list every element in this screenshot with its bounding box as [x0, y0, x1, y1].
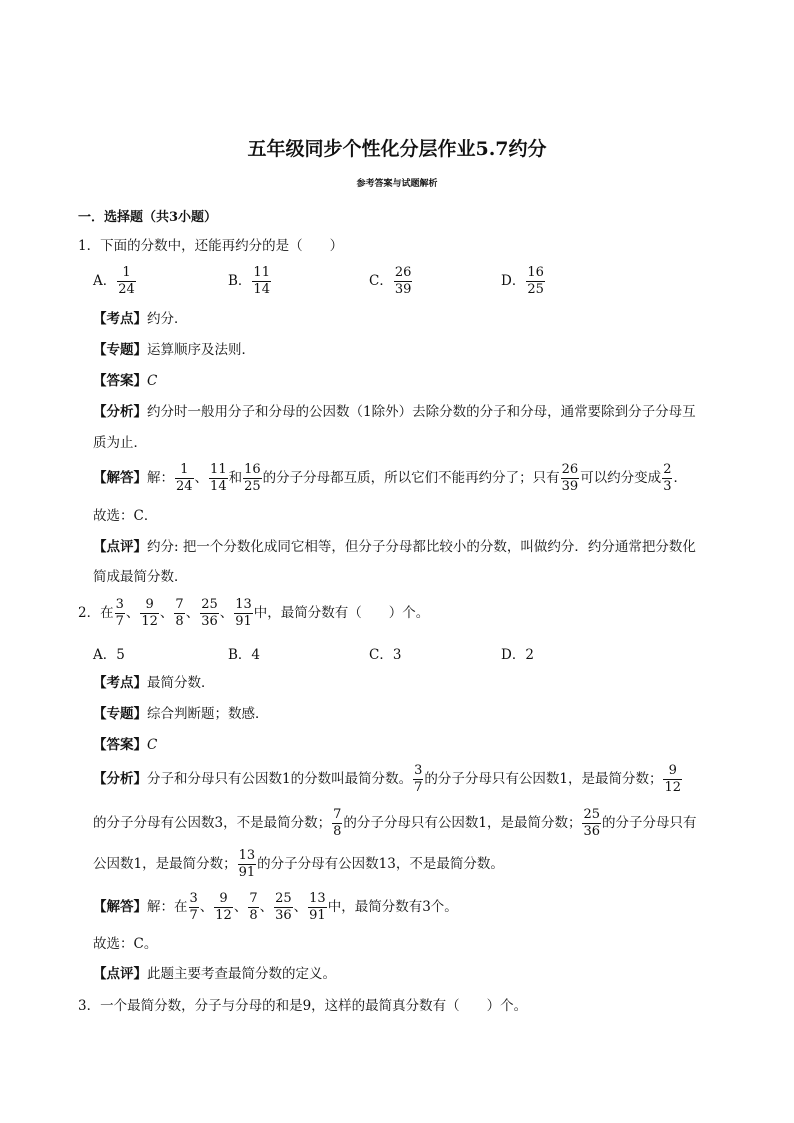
option-label: A．: [93, 273, 117, 289]
numerator: 11: [210, 462, 227, 477]
text: 的分子分母有公因数13，不是最简分数。: [257, 856, 504, 872]
fraction: [189, 891, 199, 924]
tag: 【点评】: [93, 539, 147, 555]
fraction: [238, 848, 257, 881]
fraction: [115, 597, 125, 630]
q2-option-a: A．5: [93, 647, 125, 663]
fraction: [117, 265, 136, 298]
fraction: [308, 891, 327, 924]
numerator: 13: [309, 891, 326, 906]
text: 可以约分变成: [580, 470, 662, 486]
text: 的分子分母只有: [602, 815, 697, 831]
section-heading: 一．选择题（共3小题）: [78, 210, 218, 225]
numerator: 26: [561, 462, 579, 477]
answer-value: C: [147, 737, 158, 753]
q1-option-d: [501, 265, 546, 298]
q1-jieda: [93, 462, 687, 495]
q1-guxuan: 故选：C．: [93, 508, 158, 524]
q2-guxuan: 故选：C。: [93, 936, 158, 952]
fraction: [248, 891, 258, 924]
page-title: 五年级同步个性化分层作业5.7约分: [247, 138, 547, 160]
numerator: 3: [414, 763, 423, 778]
option-label: D．: [501, 273, 526, 289]
denominator: 8: [249, 908, 258, 923]
fraction: [526, 265, 545, 298]
q1-option-b: [228, 265, 272, 298]
answer-value: C: [147, 373, 158, 389]
q2-fenxi-line3: [93, 848, 504, 881]
q2-zhuanti: [93, 704, 269, 724]
numerator: 2: [663, 462, 672, 477]
fraction: [252, 265, 271, 298]
numerator: 25: [201, 597, 218, 612]
tag: 【专题】: [93, 342, 147, 358]
text: 此题主要考查最简分数的定义。: [147, 966, 336, 982]
text: 运算顺序及法则．: [147, 342, 255, 358]
numerator: 1: [117, 265, 136, 282]
q2-kaodian: [93, 673, 215, 693]
q1-zhuanti: [93, 340, 255, 360]
fraction: [663, 763, 682, 796]
text: 的分子分母有公因数3，不是最简分数；: [93, 815, 332, 831]
text: 公因数1，是最简分数；: [93, 856, 237, 872]
text: 中，最简分数有（ ）个。: [253, 605, 430, 621]
q1-answer: [93, 371, 157, 391]
denominator: 14: [253, 282, 270, 297]
denominator: 36: [201, 614, 218, 629]
q2-option-d: D．2: [501, 647, 534, 663]
numerator: 13: [235, 597, 252, 612]
denominator: 7: [115, 614, 124, 629]
denominator: 12: [215, 908, 232, 923]
tag: 【解答】: [93, 470, 147, 486]
denominator: 39: [561, 479, 579, 494]
page-subtitle: 参考答案与试题解析: [356, 179, 438, 189]
denominator: 12: [141, 614, 158, 629]
denominator: 3: [663, 479, 672, 494]
text: 综合判断题；数感．: [147, 706, 269, 722]
text: 最简分数．: [147, 675, 215, 691]
tag: 【答案】: [93, 373, 147, 389]
tag: 【分析】: [93, 404, 147, 420]
option-label: C．: [369, 273, 393, 289]
text: ．: [673, 470, 687, 486]
denominator: 24: [118, 282, 135, 297]
denominator: 8: [333, 824, 342, 839]
q1-kaodian: [93, 309, 188, 329]
numerator: 25: [275, 891, 292, 906]
separator: 、: [293, 899, 308, 915]
text: 的分子分母只有公因数1，是最简分数；: [343, 815, 582, 831]
numerator: 11: [253, 265, 270, 280]
text: 中，最简分数有3个。: [327, 899, 458, 915]
q2-fenxi-line2: [93, 807, 697, 840]
fraction: [140, 597, 159, 630]
q1-option-a: [93, 265, 137, 298]
tag: 【专题】: [93, 706, 147, 722]
fraction: [332, 807, 342, 840]
fraction: [662, 462, 672, 495]
separator: 、: [259, 899, 274, 915]
numerator: 25: [583, 807, 601, 822]
tag: 【点评】: [93, 966, 147, 982]
text: 分子和分母只有公因数1的分数叫最简分数。: [147, 771, 413, 787]
denominator: 25: [244, 479, 261, 494]
text: 2．在: [78, 605, 114, 621]
fraction: [200, 597, 219, 630]
numerator: 9: [663, 763, 682, 780]
numerator: 13: [238, 848, 256, 863]
denominator: 12: [664, 780, 682, 795]
separator: 、: [194, 470, 209, 486]
tag: 【考点】: [93, 311, 147, 327]
separator: 、: [125, 605, 140, 621]
numerator: 7: [333, 807, 342, 822]
numerator: 7: [249, 891, 258, 906]
fraction: [413, 763, 423, 796]
numerator: 9: [140, 597, 159, 614]
fraction: [214, 891, 233, 924]
fraction: [175, 462, 194, 495]
numerator: 1: [175, 462, 194, 479]
fraction: [582, 807, 601, 840]
numerator: 9: [214, 891, 233, 908]
numerator: 16: [527, 265, 544, 280]
numerator: 3: [189, 891, 198, 906]
q1-stem: 1．下面的分数中，还能再约分的是（ ）: [78, 238, 344, 254]
denominator: 24: [176, 479, 193, 494]
tag: 【分析】: [93, 771, 147, 787]
denominator: 25: [527, 282, 544, 297]
text: 约分．: [147, 311, 188, 327]
text: 解：: [147, 470, 174, 486]
q1-option-c: [369, 265, 413, 298]
tag: 【解答】: [93, 899, 147, 915]
fraction: [209, 462, 228, 495]
text: 解：在: [147, 899, 188, 915]
text: 的分子分母都互质，所以它们不能再约分了；只有: [262, 470, 560, 486]
q1-dianping-line2: 简成最简分数．: [93, 569, 188, 585]
q3-stem: 3．一个最简分数，分子与分母的和是9，这样的最简真分数有（ ）个。: [78, 998, 528, 1014]
denominator: 91: [235, 614, 252, 629]
fraction: [274, 891, 293, 924]
text: 和: [228, 470, 243, 486]
numerator: 16: [244, 462, 261, 477]
numerator: 26: [394, 265, 412, 280]
fraction: [243, 462, 262, 495]
q2-stem: [78, 597, 429, 630]
fraction: [234, 597, 253, 630]
denominator: 36: [583, 824, 601, 839]
q2-jieda: [93, 891, 458, 924]
denominator: 8: [175, 614, 184, 629]
numerator: 7: [175, 597, 184, 612]
q2-dianping: [93, 964, 336, 984]
q1-fenxi-line2: 质为止．: [93, 435, 147, 451]
separator: 、: [233, 899, 248, 915]
q2-option-c: C．3: [369, 647, 402, 663]
fraction: [394, 265, 413, 298]
q1-fenxi-line1: [93, 402, 696, 422]
denominator: 7: [189, 908, 198, 923]
q2-option-b: B．4: [228, 647, 261, 663]
denominator: 7: [414, 780, 423, 795]
option-label: B．: [228, 273, 252, 289]
text: 约分: 把一个分数化成同它相等，但分子分母都比较小的分数，叫做约分．约分通常把分数化: [147, 539, 696, 555]
separator: 、: [219, 605, 234, 621]
fraction: [174, 597, 184, 630]
tag: 【答案】: [93, 737, 147, 753]
text: 的分子分母只有公因数1，是最简分数；: [424, 771, 663, 787]
denominator: 39: [394, 282, 412, 297]
separator: 、: [199, 899, 214, 915]
denominator: 14: [210, 479, 227, 494]
fraction: [561, 462, 580, 495]
denominator: 91: [309, 908, 326, 923]
denominator: 91: [238, 865, 256, 880]
numerator: 3: [115, 597, 124, 612]
q2-answer: [93, 735, 157, 755]
tag: 【考点】: [93, 675, 147, 691]
q1-dianping-line1: [93, 537, 696, 557]
separator: 、: [185, 605, 200, 621]
text: 约分时一般用分子和分母的公因数（1除外）去除分数的分子和分母，通常要除到分子分母互: [147, 404, 696, 420]
separator: 、: [159, 605, 174, 621]
denominator: 36: [275, 908, 292, 923]
q2-fenxi-line1: [93, 763, 683, 796]
